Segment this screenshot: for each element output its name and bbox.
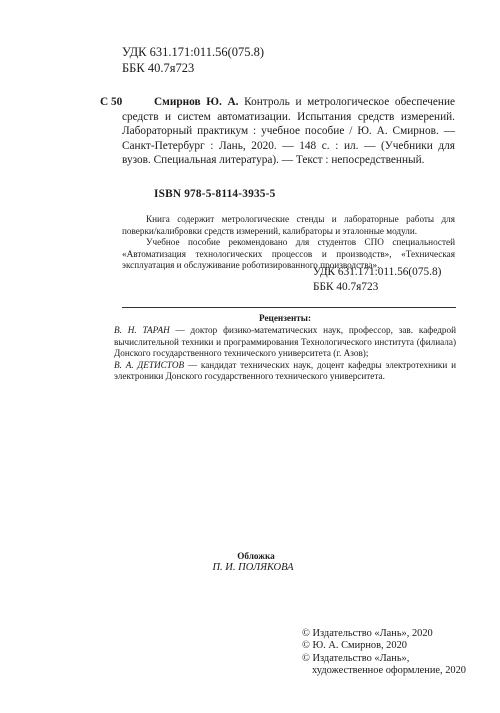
annotation-paragraph-2: Учебное пособие рекомендовано для студентов СПО специальностей «Автоматизация технологических процессов и производств», «Техническая эксплуатация и обслуживание роботизированного производства». [122, 237, 455, 271]
bibliographic-entry [100, 95, 456, 168]
copyright-line-1: © Издательство «Лань», 2020 [302, 628, 433, 639]
reviewer-2-name: В. А. ДЕТИСТОВ [114, 359, 185, 370]
cover-credit [0, 550, 500, 574]
reviewer-1 [114, 325, 456, 359]
cover-label: Обложка [237, 551, 275, 561]
udk-code-right: УДК 631.171:011.56(075.8) [313, 266, 442, 278]
isbn: ISBN 978-5-8114-3935-5 [154, 188, 276, 200]
reviewer-2-text: — кандидат технических наук, доцент кафедры электротехники и электроники Донского государственного технического университета. [114, 359, 456, 382]
copyright-block [302, 628, 466, 678]
reviewer-1-name: В. Н. ТАРАН [114, 325, 170, 336]
copyright-line-2: © Ю. А. Смирнов, 2020 [302, 640, 407, 652]
copyright-line-4: художественное оформление, 2020 [312, 665, 466, 677]
bbk-code-right: ББК 40.7я723 [313, 281, 379, 293]
annotation-paragraph-1: Книга содержит метрологические стенды и лабораторные работы для поверки/калибровки средств измерений, калибраторы и эталонные модули. [122, 214, 455, 236]
bbk-code: ББК 40.7я723 [122, 61, 195, 75]
classification-header [122, 44, 264, 76]
copyright-line-3: © Издательство «Лань», [302, 652, 410, 664]
cover-designer: П. И. ПОЛЯКОВА [212, 562, 294, 573]
classification-footer [313, 265, 441, 295]
reviewers-block [114, 313, 456, 382]
udk-code: УДК 631.171:011.56(075.8) [122, 45, 265, 59]
author-name: Смирнов Ю. А. [154, 96, 239, 108]
bibliographic-description [122, 95, 455, 168]
annotation [122, 214, 455, 272]
reviewer-1-text: — доктор физико-математических наук, профессор, зав. кафедрой вычислительной техники и программирования Технологического института (филиала) Донского государственного технического университета (г. Азов); [114, 325, 456, 359]
divider [122, 307, 456, 308]
reviewer-2 [114, 360, 456, 383]
description-text: Контроль и метрологическое обеспечение средств и систем автоматизации. Испытания средств измерений. Лабораторный практикум : учебное пособие / Ю. А. Смирнов. — Санкт-Петербург : Лань, 2020. — 148 с. : ил. — (Учебники для вузов. Специальная литература). — Текст : непосредственный. [122, 96, 456, 167]
reviewers-title: Рецензенты: [258, 313, 312, 323]
author-mark: С 50 [100, 96, 123, 108]
